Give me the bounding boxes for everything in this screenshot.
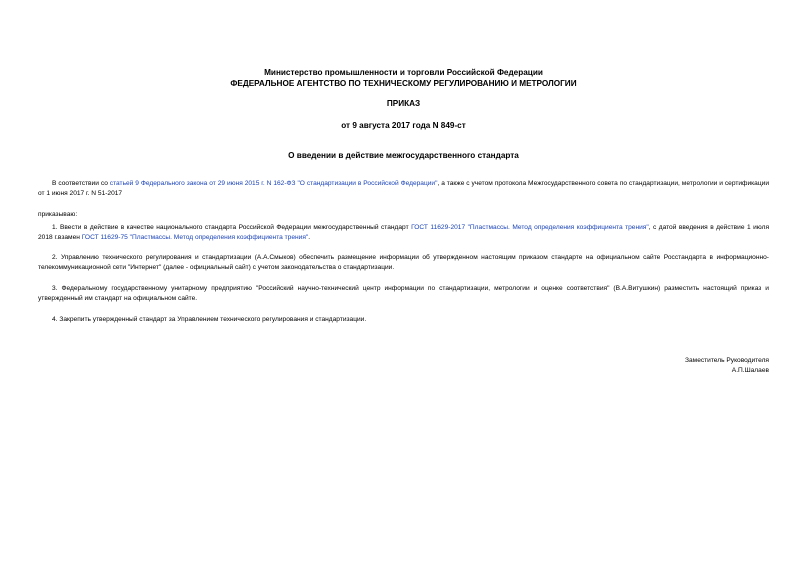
item-1-suffix: .: [308, 234, 311, 241]
agency-heading: ФЕДЕРАЛЬНОЕ АГЕНТСТВО ПО ТЕХНИЧЕСКОМУ РЕГУЛИРОВАНИЮ И МЕТРОЛОГИИ: [230, 79, 577, 88]
item-4-paragraph: 4. Закрепить утвержденный стандарт за Управлением технического регулирования и стандартизации.: [52, 316, 367, 323]
item-1-prefix: 1. Ввести в действие в качестве национального стандарта Российской Федерации межгосударственный стандарт: [52, 224, 412, 231]
document-page: [38, 0, 769, 571]
gost-1975-link[interactable]: ГОСТ 11629-75 "Пластмассы. Метод определения коэффициента трения": [81, 234, 309, 241]
order-word: приказываю:: [38, 211, 78, 218]
signature-name: А.П.Шалаев: [731, 367, 769, 374]
preamble-prefix: В соответствии со: [52, 180, 110, 187]
ministry-heading: Министерство промышленности и торговли Российской Федерации: [264, 68, 543, 77]
item-1-paragraph: [38, 223, 769, 243]
item-2-paragraph: 2. Управлению технического регулирования и стандартизации (А.А.Смыков) обеспечить размещение информации об утвержденном настоящим приказом стандарте на официальном сайте Росстандарта в информационно-телекоммуникационной сети "Интернет" (далее - официальный сайт) с учетом законодательства о стандартизации.: [38, 254, 769, 271]
subject-heading: О введении в действие межгосударственного стандарта: [288, 151, 519, 160]
gost-2017-link[interactable]: ГОСТ 11629-2017 "Пластмассы. Метод определения коэффициента трения": [411, 224, 649, 231]
preamble-suffix: , а также с учетом протокола Межгосударственного совета по стандартизации, метрологии и сертификации от 1 июня 2017 г. N 51-2017: [38, 180, 769, 197]
item-1-middle: , с датой введения в действие 1 июля 2018 г.взамен: [38, 224, 770, 241]
preamble-paragraph: [38, 179, 769, 199]
signature-position: Заместитель Руководителя: [685, 357, 769, 364]
item-3-paragraph: 3. Федеральному государственному унитарному предприятию "Российский научно-технический центр информации по стандартизации, метрологии и оценке соответствия" (В.А.Витушкин) разместить настоящий приказ и утвержденный им стандарт на официальном сайте.: [38, 285, 769, 302]
document-type-heading: ПРИКАЗ: [386, 99, 421, 108]
federal-law-link[interactable]: статьей 9 Федерального закона от 29 июня 2015 г. N 162-ФЗ "О стандартизации в Российской Федерации": [109, 180, 438, 187]
date-number-heading: от 9 августа 2017 года N 849-ст: [341, 121, 466, 130]
